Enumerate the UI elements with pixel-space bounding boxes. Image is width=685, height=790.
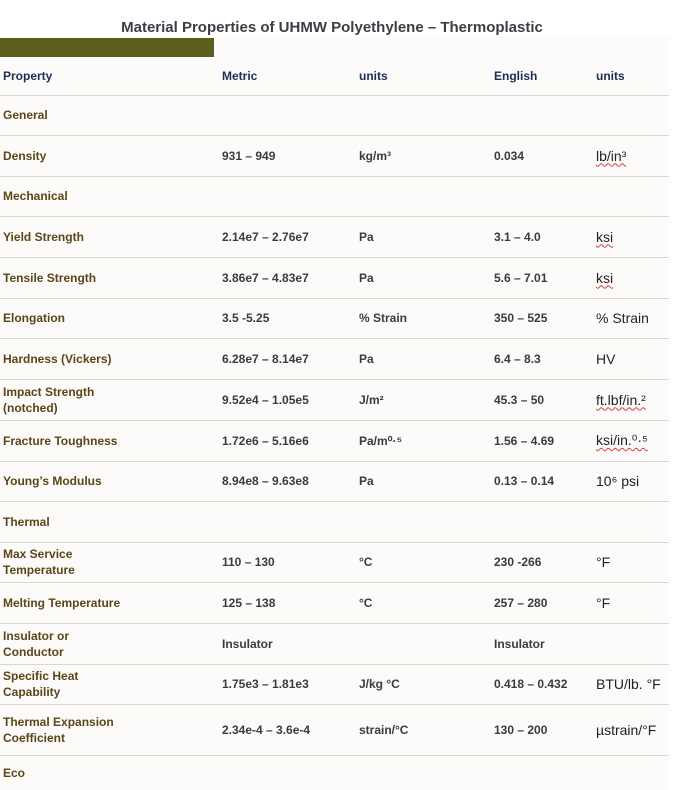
section-row [0,95,669,136]
metric-value-cell: 8.94e8 – 9.63e8 [222,474,309,488]
header-metric: Metric [222,69,258,83]
metric-unit-cell: Pa [359,229,374,244]
header-english: English [494,69,538,83]
metric-unit-cell: J/kg °C [359,677,400,691]
header-metric-units: units [359,69,388,83]
english-value-cell [494,755,594,790]
header-property: Property [3,69,53,83]
english-unit-cell: ksi [596,228,614,245]
table-row [0,542,669,583]
english-unit-cell [596,501,671,542]
metric-value-cell: 125 – 138 [222,595,276,610]
table-row [0,420,669,462]
property-cell: Elongation [3,311,65,325]
english-value-cell: 45.3 – 50 [494,392,545,407]
english-value-cell [494,176,594,216]
table-row [0,257,669,299]
metric-unit-cell: J/m² [359,392,384,407]
metric-value-cell: 9.52e4 – 1.05e5 [222,392,309,407]
table-row [0,338,669,380]
section-row [0,755,669,790]
english-unit-cell: ksi/in.⁰·⁵ [596,432,648,448]
english-value-cell: 130 – 200 [494,722,548,737]
table-row [0,461,669,502]
property-cell: Yield Strength [3,229,84,244]
table-row [0,216,669,258]
property-cell: Young’s Modulus [3,474,102,488]
table-row [0,623,669,665]
table-row [0,379,669,421]
metric-unit-cell [359,623,489,664]
table-row [0,664,669,705]
metric-value-cell: 3.5 -5.25 [222,311,270,325]
metric-value-cell: 931 – 949 [222,148,276,163]
property-cell: Insulator or Conductor [3,628,70,659]
metric-value-cell: 2.14e7 – 2.76e7 [222,229,309,244]
metric-unit-cell [359,95,489,135]
property-cell: Eco [3,765,26,780]
english-unit-cell [596,755,671,790]
metric-value-cell [222,176,352,216]
property-cell: Density [3,148,47,163]
table-row [0,582,669,624]
english-unit-cell: °F [596,594,611,611]
metric-unit-cell: Pa [359,270,374,285]
metric-value-cell: 1.72e6 – 5.16e6 [222,433,309,448]
english-unit-cell: % Strain [596,310,649,326]
metric-unit-cell: % Strain [359,311,408,325]
metric-unit-cell [359,176,489,216]
english-value-cell: 0.418 – 0.432 [494,677,568,691]
english-unit-cell [596,95,671,135]
english-unit-cell: HV [596,350,616,367]
english-value-cell: 350 – 525 [494,311,548,325]
metric-unit-cell: °C [359,595,373,610]
english-unit-cell [596,623,671,664]
english-value-cell [494,501,594,542]
table-row [0,298,669,339]
property-cell: Hardness (Vickers) [3,351,112,366]
english-value-cell: 0.13 – 0.14 [494,474,555,488]
english-unit-cell [596,176,671,216]
metric-value-cell: 6.28e7 – 8.14e7 [222,351,309,366]
property-cell: Max Service Temperature [3,547,75,577]
metric-unit-cell: strain/°C [359,722,409,737]
english-value-cell: 6.4 – 8.3 [494,351,541,366]
english-unit-cell: °F [596,554,611,570]
english-value-cell: Insulator [494,636,545,651]
metric-value-cell: 2.34e-4 – 3.6e-4 [222,722,311,737]
section-row [0,501,669,543]
english-value-cell: 3.1 – 4.0 [494,229,541,244]
english-value-cell: 0.034 [494,148,525,163]
accent-bar [0,38,214,57]
metric-unit-cell: Pa [359,474,374,488]
metric-value-cell [222,755,352,790]
metric-value-cell: 3.86e7 – 4.83e7 [222,270,309,285]
header-english-units: units [596,69,625,83]
metric-value-cell: 110 – 130 [222,555,275,569]
english-unit-cell: ksi [596,269,614,286]
table-header [0,57,669,96]
property-cell: Specific Heat Capability [3,669,79,699]
english-value-cell: 257 – 280 [494,595,548,610]
english-value-cell: 5.6 – 7.01 [494,270,548,285]
metric-unit-cell [359,501,489,542]
table-row [0,135,669,177]
english-unit-cell: ft.lbf/in.² [596,391,646,408]
metric-unit-cell: kg/m³ [359,148,392,163]
english-value-cell: 1.56 – 4.69 [494,433,555,448]
english-value-cell: 230 -266 [494,555,542,569]
metric-value-cell: 1.75e3 – 1.81e3 [222,677,309,691]
metric-unit-cell: Pa [359,351,374,366]
metric-value-cell: Insulator [222,636,273,651]
property-cell: General [3,108,48,122]
property-cell: Thermal [3,514,50,529]
property-cell: Fracture Toughness [3,433,118,448]
property-cell: Impact Strength (notched) [3,384,95,415]
property-cell: Mechanical [3,189,68,203]
english-unit-cell: µstrain/°F [596,721,657,738]
metric-value-cell [222,95,352,135]
property-cell: Tensile Strength [3,270,97,285]
metric-unit-cell: °C [359,555,373,569]
metric-value-cell [222,501,352,542]
metric-unit-cell [359,755,489,790]
page-title: Material Properties of UHMW Polyethylene – Thermoplastic [121,19,543,36]
english-unit-cell: 10⁶ psi [596,473,640,489]
table-row [0,704,669,756]
section-row [0,176,669,217]
english-value-cell [494,95,594,135]
property-cell: Thermal Expansion Coefficient [3,714,114,745]
english-unit-cell: lb/in³ [596,147,627,164]
metric-unit-cell: Pa/m⁰·⁵ [359,433,403,448]
property-cell: Melting Temperature [3,595,121,610]
english-unit-cell: BTU/lb. °F [596,676,661,692]
